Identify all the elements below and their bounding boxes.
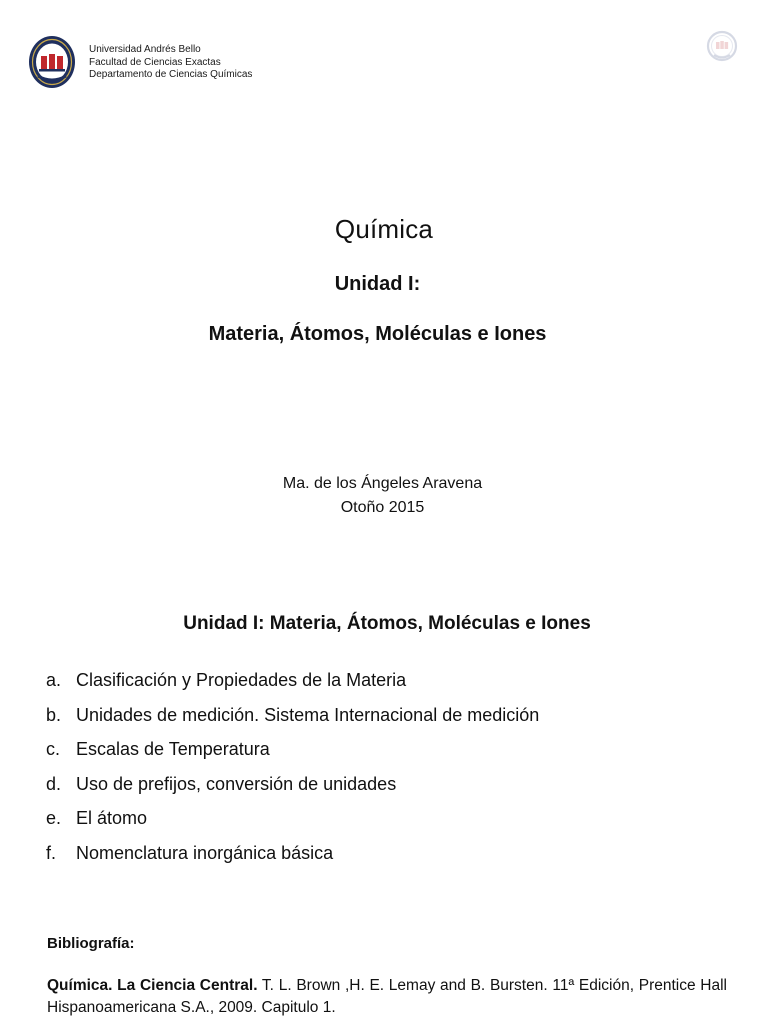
list-item-text: Clasificación y Propiedades de la Materia: [76, 670, 407, 690]
university-seal-logo: [28, 34, 76, 90]
university-name: Universidad Andrés Bello: [89, 44, 201, 55]
list-item-letter: c.: [46, 739, 61, 760]
institution-lines: [89, 44, 252, 82]
list-item-text: Nomenclatura inorgánica básica: [76, 842, 334, 863]
contents-heading: Unidad I: Materia, Átomos, Moléculas e Iones: [183, 613, 591, 634]
department-name: Departamento de Ciencias Químicas: [89, 69, 253, 80]
bibliography-heading: Bibliografía:: [47, 935, 135, 952]
list-item-letter: f.: [46, 842, 57, 863]
topics-list: [46, 668, 539, 876]
bibliography-entry: [47, 975, 727, 1019]
list-item-text: Uso de prefijos, conversión de unidades: [76, 773, 397, 794]
unit-label: Unidad I:: [334, 273, 421, 295]
watermark-seal-logo: [706, 30, 738, 62]
list-item-letter: e.: [46, 808, 62, 829]
list-item-text: El átomo: [76, 808, 148, 829]
list-item: [46, 703, 539, 738]
bibliography-book-title: Química. La Ciencia Central.: [47, 977, 258, 994]
list-item-text: Unidades de medición. Sistema Internacional de medición: [76, 704, 540, 725]
list-item: [46, 668, 539, 703]
list-item-text: Escalas de Temperatura: [76, 739, 270, 760]
bibliography-book-details: T. L. Brown ,H. E. Lemay and B. Bursten. 11ª Edición, Prentice Hall Hispanoamericana S.A., 2009. Capitulo 1.: [47, 977, 728, 1016]
faculty-name: Facultad de Ciencias Exactas: [89, 56, 221, 68]
list-item-letter: b.: [46, 704, 62, 725]
list-item: [46, 806, 539, 841]
list-item: [46, 772, 539, 807]
list-item: [46, 841, 539, 876]
unit-subtitle: Materia, Átomos, Moléculas e Iones: [208, 323, 547, 345]
list-item-letter: d.: [46, 773, 62, 794]
author-name: Ma. de los Ángeles Aravena: [282, 475, 483, 492]
list-item: [46, 737, 539, 772]
list-item-letter: a.: [46, 670, 62, 690]
academic-period: Otoño 2015: [340, 499, 425, 516]
course-title: Química: [334, 214, 434, 244]
